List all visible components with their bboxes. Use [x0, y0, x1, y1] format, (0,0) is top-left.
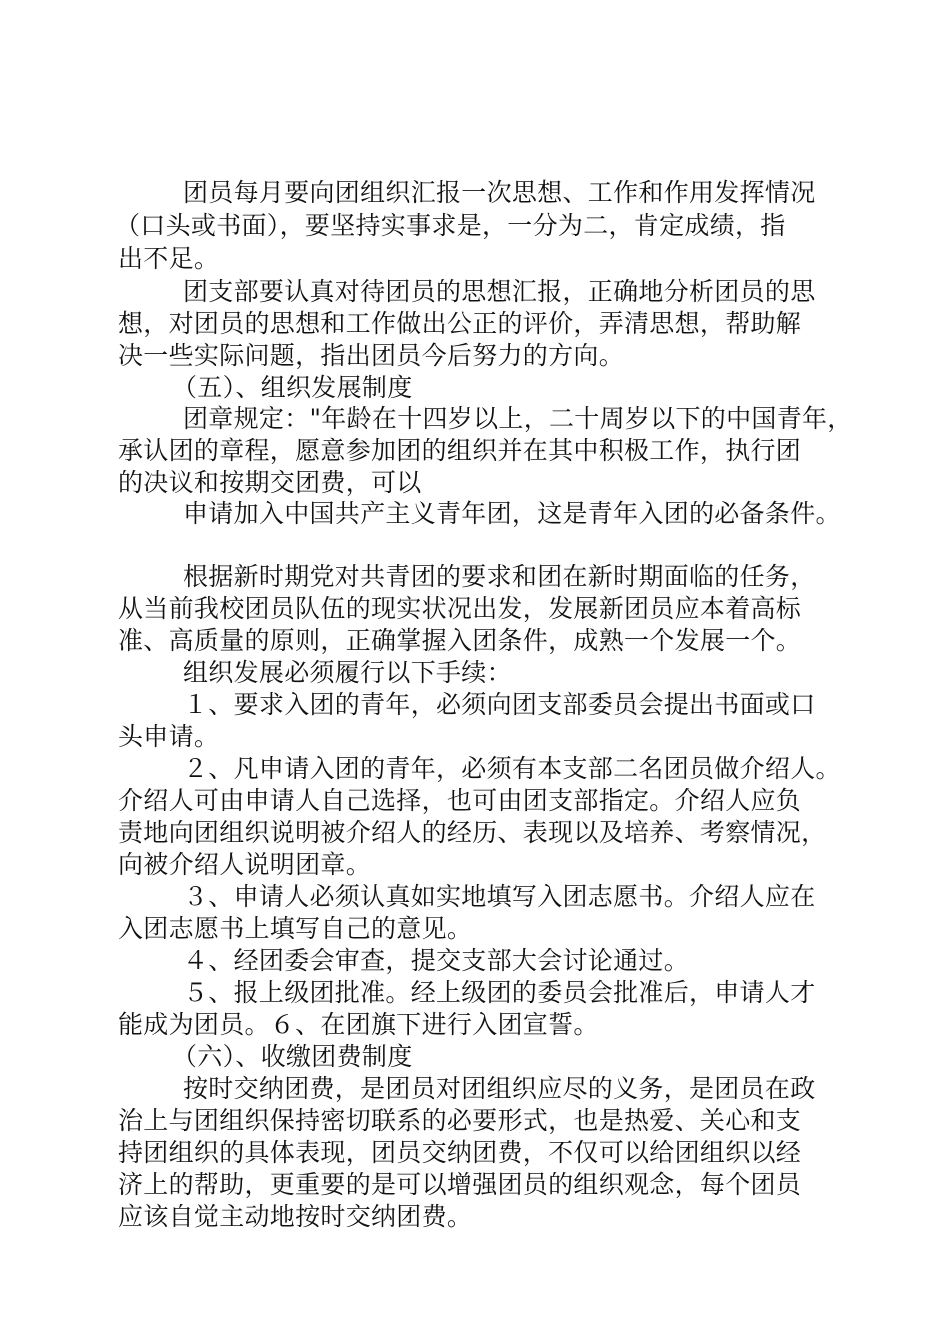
text-line: 介绍人可由申请人自己选择，也可由团支部指定。介绍人应负 [118, 786, 802, 815]
text-line: 应该自觉主动地按时交纳团费。 [118, 1202, 473, 1231]
list-item: ５、报上级团批准。经上级团的委员会批准后，申请人才 [183, 978, 816, 1007]
list-item: ３、申请人必须认真如实地填写入团志愿书。介绍人应在 [183, 882, 816, 911]
text-line: 决一些实际问题，指出团员今后努力的方向。 [118, 341, 625, 370]
text-line: 入团志愿书上填写自己的意见。 [118, 914, 473, 943]
text-line: 团章规定："年龄在十四岁以上，二十周岁以下的中国青年， [183, 404, 853, 433]
text-line: 按时交纳团费，是团员对团组织应尽的义务，是团员在政 [183, 1074, 816, 1103]
list-item: ２、凡申请入团的青年，必须有本支部二名团员做介绍人。 [183, 754, 841, 783]
text-line: 申请加入中国共产主义青年团，这是青年入团的必备条件。 [183, 499, 841, 528]
section-heading: （五）、组织发展制度 [172, 373, 413, 402]
text-line: 准、高质量的原则，正确掌握入团条件，成熟一个发展一个。 [118, 626, 802, 655]
text-line: 责地向团组织说明被介绍人的经历、表现以及培养、考察情况， [118, 818, 827, 847]
list-item: ４、经团委会审查，提交支部大会讨论通过。 [183, 946, 690, 975]
text-line: 头申请。 [118, 722, 220, 751]
text-line: 从当前我校团员队伍的现实状况出发，发展新团员应本着高标 [118, 594, 802, 623]
list-item: １、要求入团的青年，必须向团支部委员会提出书面或口 [183, 690, 816, 719]
text-line: （口头或书面），要坚持实事求是，一分为二，肯定成绩，指 [115, 211, 786, 240]
text-line: 能成为团员。６、在团旗下进行入团宣誓。 [118, 1010, 599, 1039]
text-line: 的决议和按期交团费，可以 [118, 468, 422, 497]
text-line: 想，对团员的思想和工作做出公正的评价，弄清思想，帮助解 [118, 309, 802, 338]
text-line: 持团组织的具体表现，团员交纳团费，不仅可以给团组织以经 [118, 1138, 802, 1167]
text-line: 治上与团组织保持密切联系的必要形式，也是热爱、关心和支 [118, 1106, 802, 1135]
text-line: 组织发展必须履行以下手续： [183, 658, 512, 687]
text-line: 济上的帮助，更重要的是可以增强团员的组织观念，每个团员 [118, 1170, 802, 1199]
text-line: 承认团的章程，愿意参加团的组织并在其中积极工作，执行团 [118, 436, 802, 465]
section-heading: （六）、收缴团费制度 [172, 1042, 413, 1071]
text-line: 根据新时期党对共青团的要求和团在新时期面临的任务， [183, 562, 816, 591]
text-line: 团员每月要向团组织汇报一次思想、工作和作用发挥情况 [183, 178, 816, 207]
text-line: 出不足。 [118, 244, 220, 273]
text-line: 向被介绍人说明团章。 [118, 850, 372, 879]
text-line: 团支部要认真对待团员的思想汇报，正确地分析团员的思 [183, 277, 816, 306]
